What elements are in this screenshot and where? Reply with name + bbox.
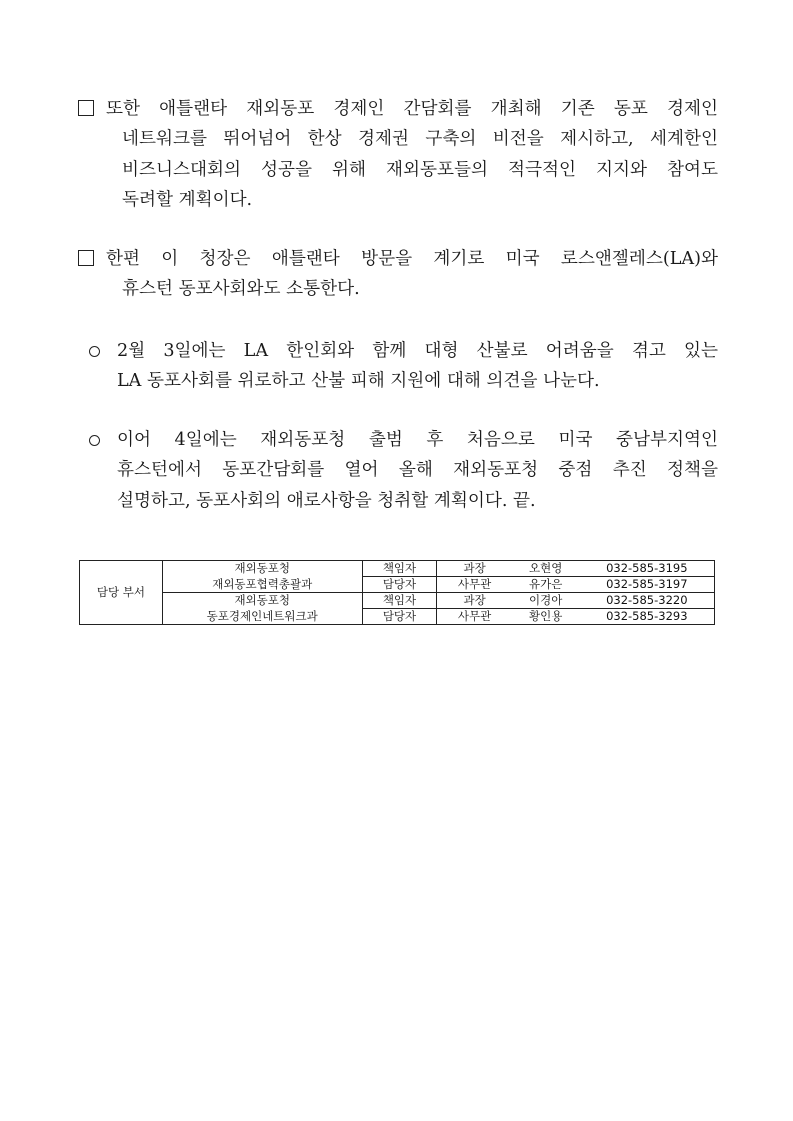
title-cell: 과장	[437, 593, 512, 609]
subitem-houston-visit	[117, 425, 718, 516]
table-row	[80, 561, 715, 577]
dept-cell: 재외동포청	[162, 561, 362, 577]
square-bullet-icon	[78, 250, 94, 266]
dept-cell: 동포경제인네트워크과	[162, 609, 362, 625]
name-cell: 오현영	[512, 561, 580, 577]
phone-cell: 032-585-3195	[580, 561, 715, 577]
role-cell: 담당자	[362, 609, 437, 625]
paragraph-la-houston	[106, 244, 718, 305]
circle-bullet-icon	[89, 435, 100, 446]
phone-cell: 032-585-3197	[580, 577, 715, 593]
table-row	[80, 609, 715, 625]
role-cell: 담당자	[362, 577, 437, 593]
role-cell: 책임자	[362, 593, 437, 609]
paragraph-economic-meeting	[106, 94, 718, 216]
subitem-la-visit	[117, 336, 718, 397]
role-cell: 책임자	[362, 561, 437, 577]
dept-label-cell: 담당 부서	[80, 561, 163, 625]
name-cell: 황인용	[512, 609, 580, 625]
circle-bullet-icon	[89, 346, 100, 357]
paragraph-line: 네트워크를 뛰어넘어 한상 경제권 구축의 비전을 제시하고, 세계한인	[122, 129, 718, 150]
dept-cell: 재외동포협력총괄과	[162, 577, 362, 593]
table-row	[80, 577, 715, 593]
title-cell: 사무관	[437, 609, 512, 625]
paragraph-line: 이어 4일에는 재외동포청 출범 후 처음으로 미국 중남부지역인	[117, 430, 718, 450]
title-cell: 과장	[437, 561, 512, 577]
paragraph-line: 비즈니스대회의 성공을 위해 재외동포들의 적극적인 지지와 참여도	[122, 159, 718, 180]
title-cell: 사무관	[437, 577, 512, 593]
paragraph-line: 2월 3일에는 LA 한인회와 함께 대형 산불로 어려움을 겪고 있는	[117, 341, 718, 361]
paragraph-line: 설명하고, 동포사회의 애로사항을 청취할 계획이다. 끝.	[117, 490, 536, 511]
phone-cell: 032-585-3220	[580, 593, 715, 609]
name-cell: 이경아	[512, 593, 580, 609]
paragraph-line: 휴스턴에서 동포간담회를 열어 올해 재외동포청 중점 추진 정책을	[117, 460, 718, 481]
contact-table	[79, 560, 715, 625]
square-bullet-icon	[78, 100, 94, 116]
name-cell: 유가은	[512, 577, 580, 593]
paragraph-line: 독려할 계획이다.	[122, 190, 253, 211]
paragraph-line: 휴스턴 동포사회와도 소통한다.	[122, 279, 360, 300]
paragraph-line: 또한 애틀랜타 재외동포 경제인 간담회를 개최해 기존 동포 경제인	[106, 99, 718, 119]
paragraph-line: 한편 이 청장은 애틀랜타 방문을 계기로 미국 로스앤젤레스(LA)와	[106, 249, 718, 269]
paragraph-line: LA 동포사회를 위로하고 산불 피해 지원에 대해 의견을 나눈다.	[117, 371, 600, 392]
dept-cell: 재외동포청	[162, 593, 362, 609]
phone-cell: 032-585-3293	[580, 609, 715, 625]
table-row	[80, 593, 715, 609]
